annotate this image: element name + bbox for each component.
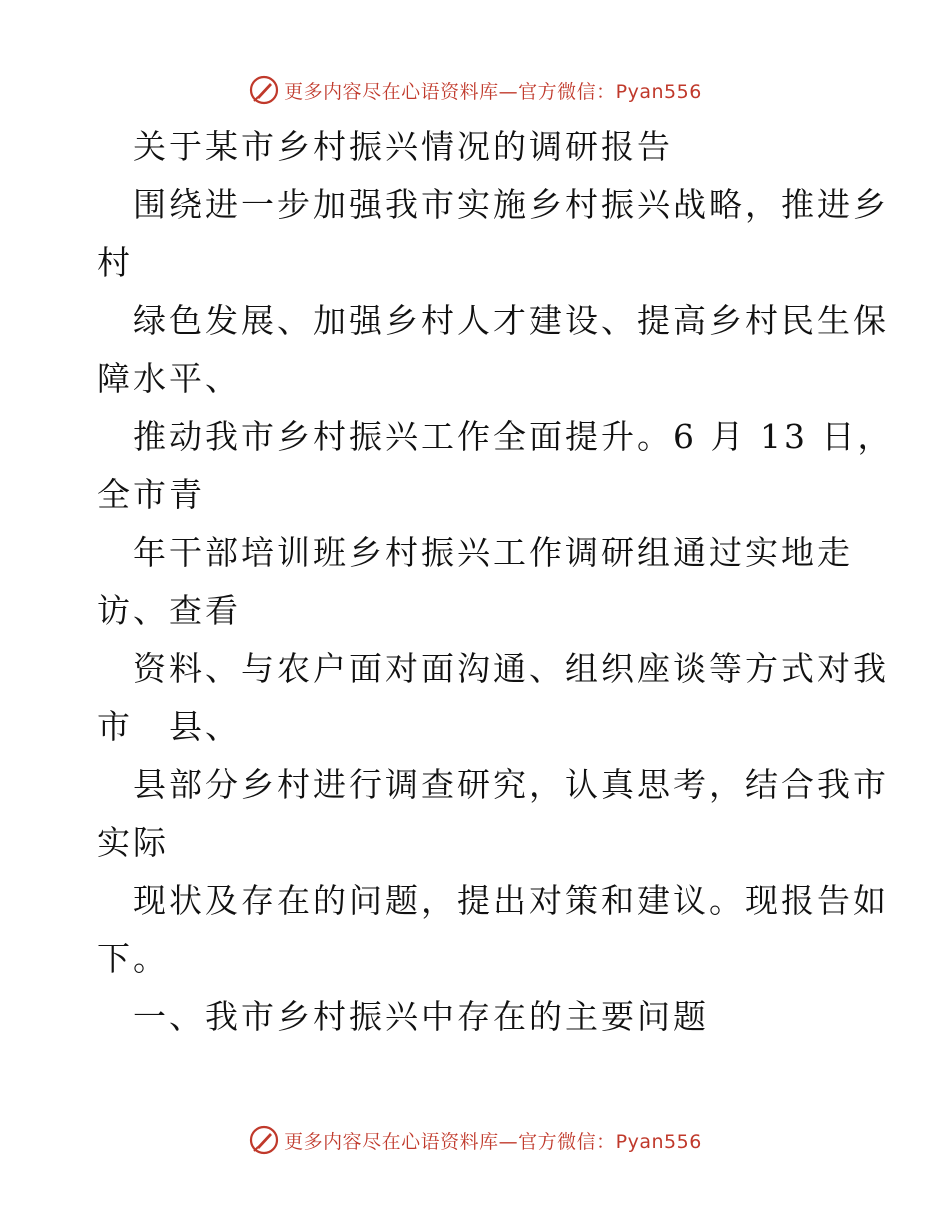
section-heading: 一、我市乡村振兴中存在的主要问题 xyxy=(97,997,709,1036)
document-title: 关于某市乡村振兴情况的调研报告 xyxy=(97,127,673,166)
text-line: 现状及存在的问题，提出对策和建议。现报告如 xyxy=(97,881,889,920)
document-body xyxy=(97,118,894,1046)
watermark-text: 更多内容尽在心语资料库—官方微信：Pyan556 xyxy=(284,80,702,103)
quill-logo-icon xyxy=(248,74,280,106)
text-line: 障水平、 xyxy=(97,359,241,398)
watermark-text: 更多内容尽在心语资料库—官方微信：Pyan556 xyxy=(284,1130,702,1153)
watermark-footer xyxy=(0,1120,950,1160)
quill-logo-icon xyxy=(248,1124,280,1156)
text-line: 村 xyxy=(97,243,133,282)
text-line: 实际 xyxy=(97,823,169,862)
text-line: 县部分乡村进行调查研究，认真思考，结合我市 xyxy=(97,765,889,804)
text-line: 资料、与农户面对面沟通、组织座谈等方式对我 xyxy=(97,649,889,688)
text-line: 访、查看 xyxy=(97,591,241,630)
text-line: 绿色发展、加强乡村人才建设、提高乡村民生保 xyxy=(97,301,889,340)
text-line: 全市青 xyxy=(97,475,205,514)
text-line: 下。 xyxy=(97,939,169,978)
watermark-header xyxy=(0,70,950,110)
text-line: 市 县、 xyxy=(97,707,241,746)
text-line: 推动我市乡村振兴工作全面提升。6 月 13 日， xyxy=(97,417,894,456)
text-line: 围绕进一步加强我市实施乡村振兴战略，推进乡 xyxy=(97,185,889,224)
text-line: 年干部培训班乡村振兴工作调研组通过实地走 xyxy=(97,533,853,572)
